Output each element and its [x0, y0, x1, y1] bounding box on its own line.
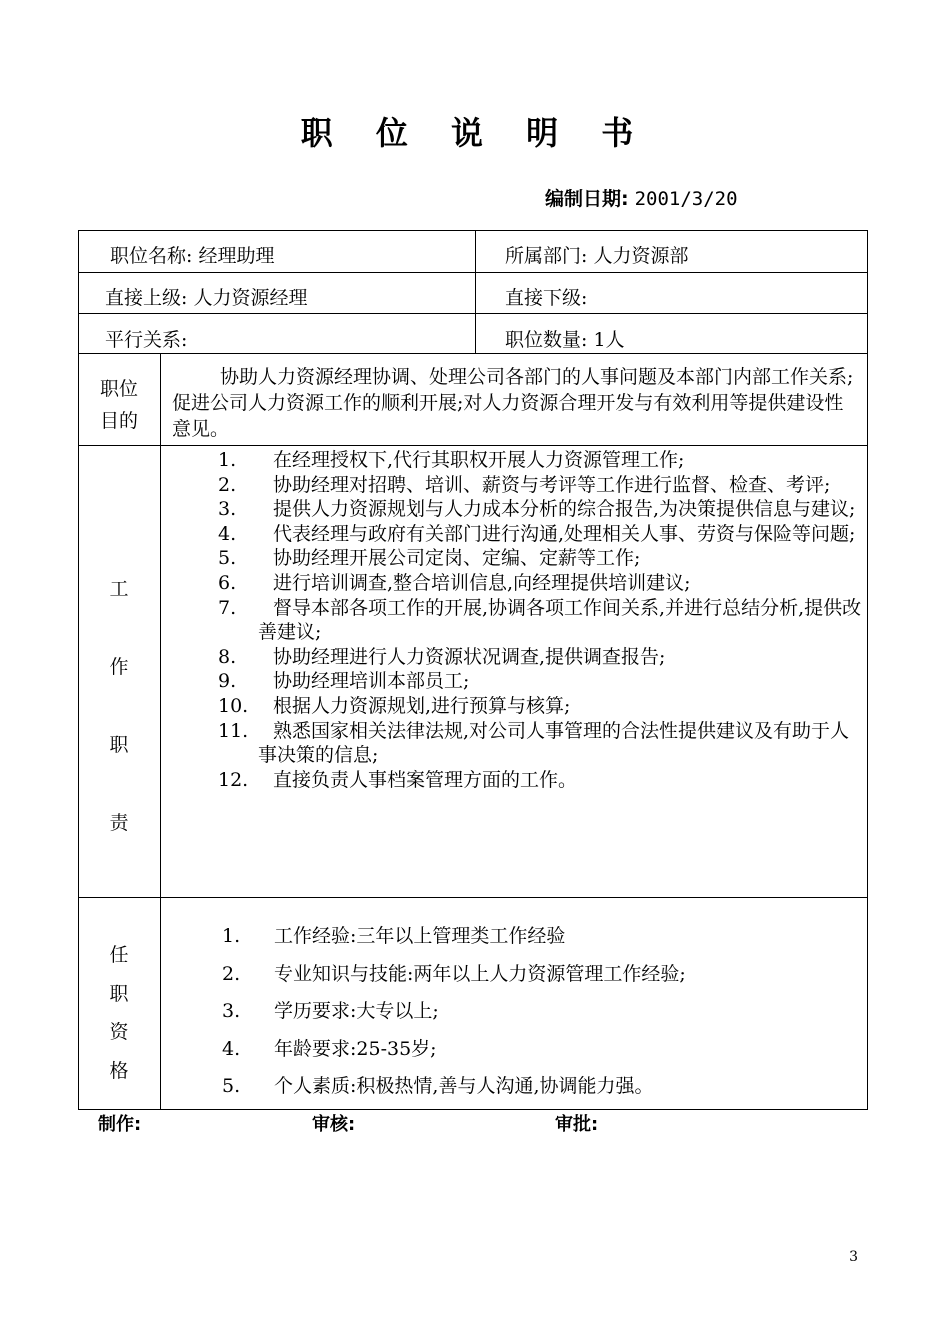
page-title: 职 位 说 明 书	[300, 114, 650, 152]
list-item	[218, 497, 863, 522]
item-text: 年龄要求:25-35岁;	[274, 1037, 437, 1060]
item-number: 11.	[218, 719, 249, 742]
list-item	[222, 1068, 686, 1106]
item-text: 协助经理开展公司定岗、定编、定薪等工作;	[273, 547, 641, 570]
row-divider	[78, 445, 867, 446]
approved-by-label: 审批:	[555, 1114, 599, 1135]
duties-label	[78, 550, 160, 862]
direct-subordinate: 直接下级:	[505, 287, 588, 309]
purpose-label	[78, 373, 160, 437]
list-item	[218, 669, 863, 694]
item-text: 进行培训调查,整合培训信息,向经理提供培训建议;	[273, 571, 691, 594]
item-text: 个人素质:积极热情,善与人沟通,协调能力强。	[274, 1075, 654, 1097]
parallel-relations: 平行关系:	[105, 329, 188, 351]
item-number: 4.	[222, 1037, 241, 1060]
item-number: 8.	[218, 645, 237, 668]
list-item	[218, 694, 863, 719]
qualifications-label-char: 职	[109, 982, 129, 1005]
list-item	[218, 473, 863, 498]
item-number: 2.	[222, 962, 241, 985]
page-number: 3	[849, 1249, 858, 1265]
item-number: 1.	[222, 925, 241, 947]
list-item	[222, 1031, 686, 1069]
item-text: 协助经理对招聘、培训、薪资与考评等工作进行监督、检查、考评;	[273, 473, 831, 496]
item-text: 在经理授权下,代行其职权开展人力资源管理工作;	[273, 449, 685, 471]
direct-superior: 直接上级: 人力资源经理	[105, 287, 308, 309]
reviewed-by-label: 审核:	[312, 1114, 356, 1135]
item-number: 3.	[222, 1000, 241, 1022]
item-text: 熟悉国家相关法律法规,对公司人事管理的合法性提供建议及有助于人事决策的信息;	[258, 719, 850, 767]
made-by-label: 制作:	[98, 1114, 142, 1135]
item-number: 12.	[218, 768, 249, 791]
column-divider	[160, 353, 161, 1109]
compile-date-value: 2001/3/20	[634, 188, 738, 210]
item-number: 10.	[218, 694, 249, 717]
purpose-label-line: 职位	[99, 378, 138, 400]
headcount: 职位数量: 1人	[505, 329, 625, 351]
compile-date-label: 编制日期:	[545, 188, 629, 210]
item-number: 5.	[218, 547, 237, 570]
item-text: 代表经理与政府有关部门进行沟通,处理相关人事、劳资与保险等问题;	[273, 522, 856, 545]
column-divider	[475, 230, 476, 354]
item-text: 协助经理培训本部员工;	[273, 670, 470, 693]
item-number: 9.	[218, 670, 237, 693]
position-name: 职位名称: 经理助理	[110, 245, 275, 267]
item-number: 6.	[218, 571, 237, 594]
item-number: 4.	[218, 522, 237, 545]
duties-label-char: 作	[109, 656, 129, 678]
row-divider	[78, 353, 867, 354]
item-text: 协助经理进行人力资源状况调查,提供调查报告;	[273, 645, 666, 668]
list-item	[222, 956, 686, 994]
compile-date	[545, 184, 738, 211]
list-item	[218, 719, 863, 768]
list-item	[218, 768, 863, 793]
item-text: 根据人力资源规划,进行预算与核算;	[273, 694, 571, 717]
list-item	[218, 448, 863, 473]
qualifications-label-char: 格	[109, 1059, 129, 1082]
item-text: 直接负责人事档案管理方面的工作。	[273, 768, 578, 791]
duties-label-char: 责	[109, 812, 129, 834]
purpose-label-line: 目的	[99, 410, 138, 432]
list-item	[222, 918, 686, 956]
duties-label-char: 工	[109, 578, 129, 600]
item-number: 3.	[218, 498, 237, 521]
row-divider	[78, 897, 867, 898]
duties-list	[218, 448, 863, 792]
item-number: 7.	[218, 596, 237, 619]
qualifications-label-char: 资	[109, 1021, 129, 1043]
department: 所属部门: 人力资源部	[505, 245, 689, 267]
purpose-text: 协助人力资源经理协调、处理公司各部门的人事问题及本部门内部工作关系;促进公司人力资源工作的顺利开展;对人力资源合理开发与有效利用等提供建设性意见。	[172, 366, 854, 440]
list-item	[218, 546, 863, 571]
list-item	[218, 596, 863, 645]
list-item	[222, 993, 686, 1031]
item-number: 5.	[222, 1075, 241, 1097]
item-text: 督导本部各项工作的开展,协调各项工作间关系,并进行总结分析,提供改善建议;	[258, 596, 862, 644]
row-divider	[78, 313, 867, 314]
item-text: 专业知识与技能:两年以上人力资源管理工作经验;	[274, 962, 686, 985]
qualifications-label	[78, 936, 160, 1090]
list-item	[218, 571, 863, 596]
item-text: 提供人力资源规划与人力成本分析的综合报告,为决策提供信息与建议;	[273, 498, 856, 521]
qualifications-label-char: 任	[109, 944, 129, 966]
item-number: 2.	[218, 473, 237, 496]
item-text: 工作经验:三年以上管理类工作经验	[274, 925, 566, 947]
duties-label-char: 职	[109, 734, 129, 756]
row-divider	[78, 272, 867, 273]
item-text: 学历要求:大专以上;	[274, 1000, 439, 1022]
list-item	[218, 645, 863, 670]
list-item	[218, 522, 863, 547]
item-number: 1.	[218, 449, 237, 471]
qualifications-list	[222, 918, 686, 1106]
